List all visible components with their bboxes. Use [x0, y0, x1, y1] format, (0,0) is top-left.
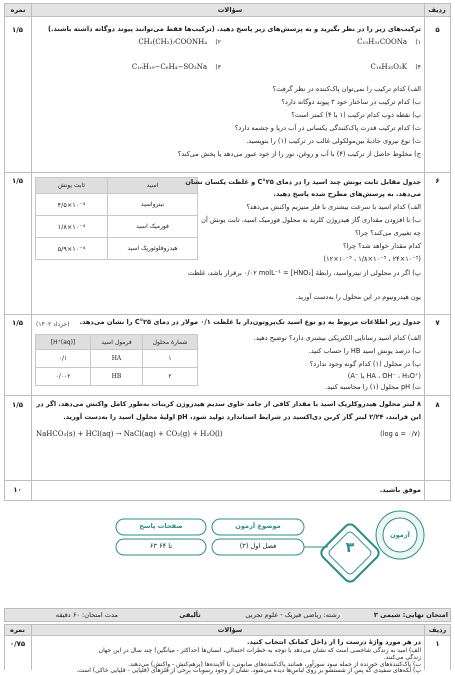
- q8-equation: NaHCO₃(s) + HCl(aq) → NaCl(aq) + CO₂(g) + H₂O(l): [36, 430, 223, 438]
- q6-k-3: ۵/۹×۱۰⁻⁴: [36, 238, 108, 260]
- q5-part-d: ت) کدام ترکیب قدرت پاک‌کنندگی یکسانی در آب دریا و چشمه دارد؟: [234, 124, 421, 132]
- q8-score: ۱/۵: [11, 401, 24, 409]
- q7-source-badge: (خرداد ۱۴۰۲): [36, 321, 70, 328]
- exam2-q1-b: ب) پاک‌کننده‌های خورنده از جمله سود سوزآور، همانند پاک‌کننده‌های صابونی، با آلاینده‌ها (برهم‌کنش - واکنش) می‌دهند.: [128, 661, 421, 668]
- footer-total-score: ۱۰: [13, 486, 22, 494]
- q6-acid-3: هیدروفلوئوریک اسید: [108, 238, 198, 260]
- q7-intro: جدول زیر اطلاعات مربوط به دو نوع اسید تک‌پروتون‌دار با غلظت ۰/۱ مولار در دمای ۲۵°C را نشان می‌دهد.: [79, 318, 421, 326]
- q7-acid-table: [35, 334, 198, 386]
- q5-compound-1: (۱ C₁₅H₃₁COONa: [357, 38, 421, 46]
- q7-table-header-h: [H⁺(aq)]: [36, 335, 91, 350]
- q6-intro-2: می‌دهد. به پرسش‌های مطرح شده پاسخ دهید.: [273, 190, 421, 198]
- q7-part-b: ب) درصد یونش اسید HB را حساب کنید.: [308, 347, 421, 355]
- header-questions: سؤالات: [217, 6, 243, 14]
- banner-answers-title: صفحات پاسخ: [139, 522, 183, 530]
- q6-acid-1: نیترواسید: [108, 194, 198, 216]
- exam2-q1-intro: در هر مورد واژهٔ درست را از داخل کمانک انتخاب کنید.: [246, 638, 421, 646]
- exam2-q1-c: پ) لکه‌های سفیدی که پس از شستشو بر روی لباس‌ها دیده می‌شود، نشان از وجود رسوبات برخی از فلزهای (قلیایی - قلیایی خاکی) است.: [76, 667, 421, 674]
- q7-table-header-formula: فرمول اسید: [91, 335, 143, 350]
- exam2-header-score: نمره: [10, 626, 25, 634]
- q6-part-b-4: (۱۲×۱۰⁻⁵ ، ۱/۸×۱۰⁻⁵ ، ۲۴×۱۰⁻⁵): [323, 255, 421, 263]
- banner-answers-pages: ۶۳ تا ۶۴: [149, 542, 173, 550]
- q5-part-c: پ) نقطه ذوب کدام ترکیب (۱ یا ۴) کمتر است؟: [291, 111, 421, 119]
- q5-intro: ترکیب‌های زیر را در نظر بگیرید و به پرسش‌های زیر پاسخ دهید. (ترکیب‌ها فقط می‌توانند پیوند دوگانه داشته باشند.): [47, 25, 421, 33]
- exam2-q1-number: ۱: [435, 640, 440, 648]
- q6-acid-table: [35, 177, 198, 260]
- q7-number: ۷: [435, 319, 440, 327]
- q6-k-2: ۱/۸×۱۰⁻⁴: [36, 216, 108, 238]
- q6-intro-1: جدول مقابل ثابت یونش چند اسید را در دمای ۲۵°C و غلظت یکسان نشان: [185, 178, 421, 186]
- exam2-q1-a-2: زندگی می‌کنند.: [383, 654, 421, 661]
- q7-part-d: ت) pH محلول (۱) را محاسبه کنید.: [325, 383, 421, 391]
- q6-k-1: ۴/۵×۱۰⁻⁴: [36, 194, 108, 216]
- q5-number: ۵: [435, 26, 440, 34]
- q7-part-c-1: پ) در محلول (۱) کدام گونه وجود ندارد؟: [309, 360, 421, 368]
- q8-line-2: این فرایند، ۲/۲۴ لیتر گاز کربن دی‌اکسید در شرایط استاندارد تولید شود، pH اولیهٔ محلول اسید را به‌دست آورید.: [63, 413, 421, 421]
- header-row: ردیف: [428, 6, 446, 14]
- q8-number: ۸: [435, 401, 440, 409]
- q6-table-header-acid: اسید: [108, 178, 198, 194]
- banner-exam-label: آزمون: [390, 531, 410, 539]
- q7-h-2: ۰/۰۰۲: [36, 368, 91, 386]
- q7-part-c-2: (A⁻ یا HA ، OH⁻ ، H₃O⁺): [347, 372, 421, 380]
- q5-part-e: ث) نوع نیروی جاذبهٔ بین‌مولکولی غالب در ترکیب (۱) را بنویسید.: [246, 137, 421, 145]
- exam2-header-questions: سؤالات: [217, 626, 243, 634]
- q8-log-hint: (log ۵ = ۰/۷): [380, 430, 420, 438]
- banner-title: موضوع آزمون: [235, 522, 281, 530]
- q7-h-1: ۰/۱: [36, 350, 91, 368]
- q6-part-c-2: یون هیدرونیوم در این محلول را به‌دست آورید.: [295, 293, 421, 301]
- q8-line-1: ۸ لیتر محلول هیدروکلریک اسید با مقدار کافی از جامد حاوی سدیم هیدروژن کربنات به‌طور کامل واکنش می‌دهد. اگر در: [36, 400, 421, 408]
- q6-part-b-1: ب) با افزودن مقداری گاز هیدروژن کلرید به محلول فورمیک اسید، ثابت یونش آن: [201, 216, 421, 224]
- exam2-header-row: ردیف: [428, 626, 447, 634]
- q5-part-b: ب) کدام ترکیب در ساختار خود ۳ پیوند دوگانه دارد؟: [281, 98, 421, 106]
- q7-no-1: ۱: [143, 350, 198, 368]
- banner-exam-number: ۳: [345, 540, 355, 556]
- q5-score: ۱/۵: [11, 26, 24, 34]
- banner-subtitle: فصل اول (۳): [239, 542, 277, 550]
- exam2-q1-score: ۰/۷۵: [9, 640, 26, 648]
- q5-compound-2: (۲ CH₃(CH₂)₇COONH₄: [138, 38, 221, 46]
- q6-part-b-3: کدام مقدار خواهد شد؟ چرا؟: [342, 242, 421, 250]
- header-score: نمره: [10, 6, 26, 14]
- q5-part-f: ج) مخلوط حاصل از ترکیب (۴) با آب و روغن، نور را از خود عبور می‌دهد یا پخش می‌کند؟: [177, 150, 421, 158]
- q6-part-c-1: پ) اگر در محلولی از نیترواسید، رابطهٔ [HNO₂] = ۰/۰۲ molL⁻¹ برقرار باشد، غلظت: [187, 269, 421, 277]
- q6-number: ۶: [435, 177, 440, 185]
- exam2-q1-a-1: الف) امید به زندگی شاخصی است که نشان می‌دهد با توجه به خطرات احتمالی، انسان‌ها (حداکثر - میانگین) چند سال در این جهان: [98, 647, 421, 654]
- footer-good-luck: موفق باشید.: [379, 486, 421, 494]
- q5-compound-4: (۴ C₁₈H₃₅O₃K: [370, 63, 421, 71]
- exam2-type: تألیفی: [179, 611, 201, 619]
- q5-part-a: الف) کدام ترکیب را نمی‌توان پاک‌کننده در نظر گرفت؟: [272, 85, 421, 93]
- q6-part-a: الف) کدام اسید با سرعت بیشتری با فلز منیزیم واکنش می‌دهد؟: [246, 203, 421, 211]
- exam2-field: رشته: ریاضی فیزیک - علوم تجربی: [245, 611, 340, 619]
- q7-formula-2: HB: [91, 368, 143, 386]
- q6-score: ۱/۵: [11, 177, 24, 185]
- exam2-info: امتحان نهایی: شیمی ۳: [373, 611, 448, 619]
- q7-no-2: ۲: [143, 368, 198, 386]
- q6-table-header-k: ثابت یونش: [36, 178, 108, 194]
- q7-score: ۱/۵: [11, 319, 24, 327]
- q6-acid-2: فورمیک اسید: [108, 216, 198, 238]
- q7-table-header-no: شمارهٔ محلول: [143, 335, 198, 350]
- exam2-time: مدت امتحان: ۶۰ دقیقه: [55, 611, 118, 619]
- q7-formula-1: HA: [91, 350, 143, 368]
- q7-part-a: الف) کدام اسید رسانایی الکتریکی بیشتری دارد؟ توضیح دهید.: [253, 334, 421, 342]
- q5-compound-3: (۳ C₁₀H₁₉−C₆H₄−SO₃Na: [131, 63, 221, 71]
- q6-part-b-2: چه تغییری می‌کند؟ چرا؟: [355, 229, 421, 237]
